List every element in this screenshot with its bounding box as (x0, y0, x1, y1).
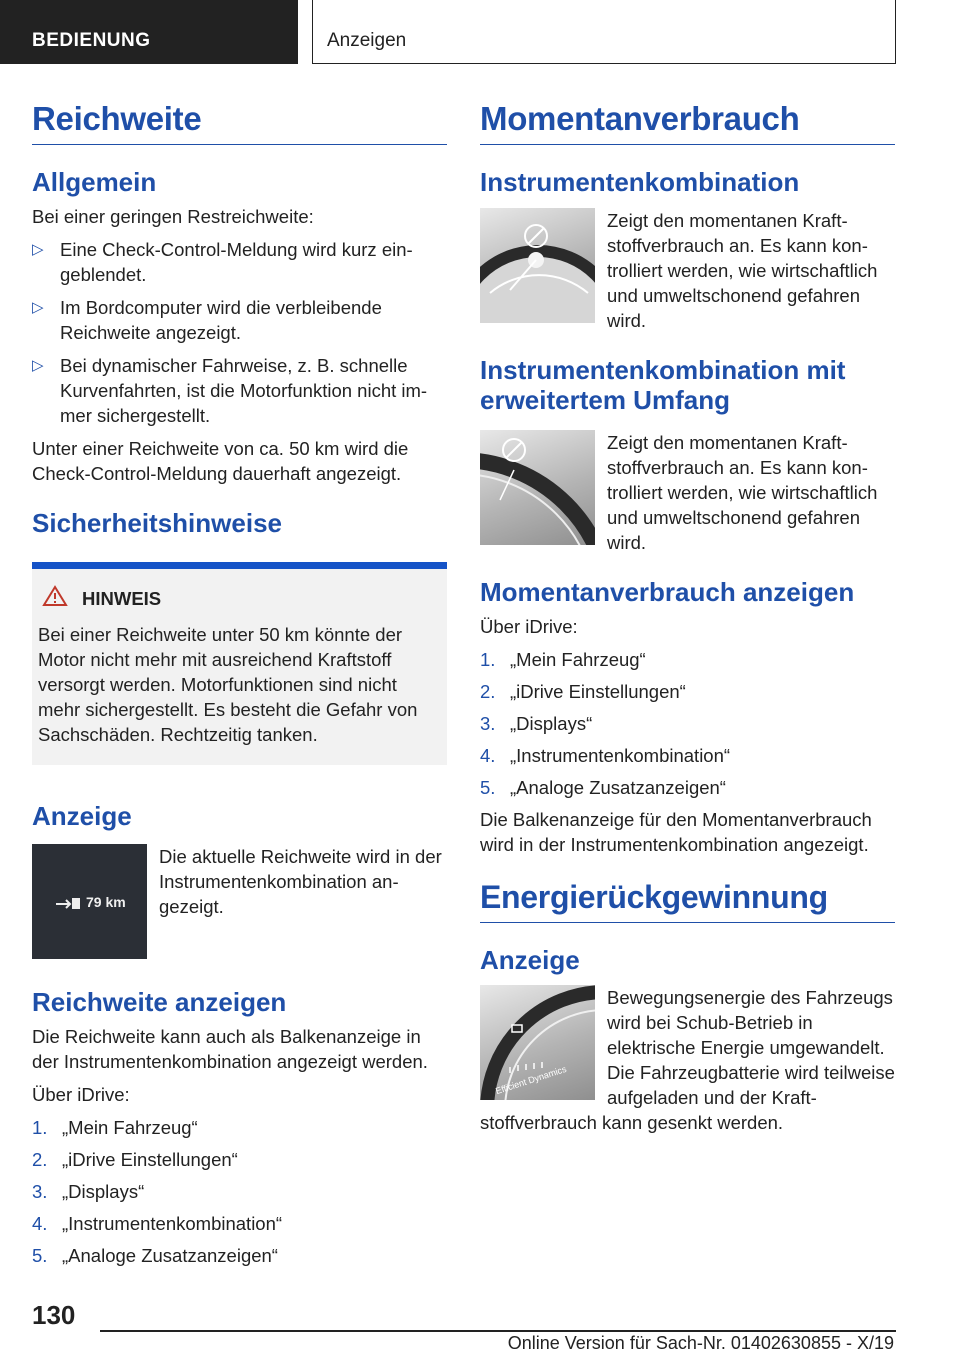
triangle-bullet-icon: ▷ (32, 356, 44, 374)
list-item: 5. „Analoge Zusatzanzeigen“ (480, 776, 726, 798)
ik-ext-text: Zeigt den momentanen Kraftstoffverbrauch an. Es kann kontrolliert werden, wie wirtschaftlich und umweltschonend gefahren wird. (607, 432, 878, 554)
momentanverbrauch-idrive-label: Über iDrive: (480, 615, 578, 637)
range-value-readout: 79 km (86, 894, 126, 911)
efficient-dynamics-label: Efficient Dynamics (494, 1064, 568, 1097)
allgemein-heading: Allgemein (32, 167, 157, 197)
list-item: 2. „iDrive Einstellungen“ (480, 680, 686, 702)
header-section-label: BEDIENUNG (32, 30, 151, 51)
list-item: 5. „Analoge Zusatzanzeigen“ (32, 1244, 278, 1266)
extended-gauge-image (480, 430, 595, 545)
triangle-bullet-icon: ▷ (32, 240, 44, 258)
anzeige-text: Die aktuelle Reichweite wird in der Instrumentenkombination angezeigt. (159, 846, 442, 918)
ik-heading: Instrumentenkombination (480, 167, 800, 197)
notice-title: HINWEIS (82, 587, 162, 609)
energierueckgewinnung-title: Energierückgewinnung (480, 879, 895, 923)
reichweite-anzeigen-text: Die Reichweite kann auch als Balkenanzeige in der Instrumentenkombination angezeigt werden. (32, 1025, 428, 1072)
anzeige-heading: Anzeige (32, 801, 132, 832)
range-display-image (32, 844, 147, 959)
energy-anzeige-heading: Anzeige (480, 944, 580, 975)
footer-divider (100, 1330, 896, 1332)
ik-ext-heading: Instrumentenkombination mit erweitertem Umfang (480, 354, 846, 416)
energy-text: Bewegungsenergie des Fahrzeugs wird bei Schub-Betrieb in elektrische Energie umgewandelt. Die Fahrzeugbatterie wird teilweise aufgeladen und der Kraftstoffverbrauch kann gesenkt werden. (480, 987, 895, 1134)
reichweite-anzeigen-heading: Reichweite anzeigen (32, 987, 287, 1018)
safety-heading: Sicherheitshinweise (32, 507, 282, 538)
momentanverbrauch-anzeigen-heading: Momentanverbrauch anzeigen (480, 577, 855, 608)
list-item: ▷ Bei dynamischer Fahrweise, z. B. schnelle Kurvenfahrten, ist die Motorfunktion nicht immer sichergestellt. (32, 354, 428, 426)
consumption-gauge-image (480, 208, 595, 323)
notice-text: Bei einer Reichweite unter 50 km könnte der Motor nicht mehr mit ausreichend Kraftstoff versorgt werden. Motorfunktionen sind nicht mehr sichergestellt. Es besteht die Gefahr von Sachschäden. Rechtzeitig tanken. (38, 624, 418, 746)
list-item: 3. „Displays“ (32, 1180, 145, 1202)
page-number: 130 (32, 1300, 76, 1330)
warning-triangle-icon (42, 585, 68, 612)
header-chapter-box (312, 0, 896, 64)
momentanverbrauch-outro: Die Balkenanzeige für den Momentanverbrauch wird in der Instrumentenkombination angezeigt. (480, 808, 872, 855)
header-section-tab (0, 0, 298, 64)
momentanverbrauch-title: Momentanverbrauch (480, 100, 895, 145)
footer-online-version: Online Version für Sach-Nr. 01402630855 - X/19 (507, 1333, 894, 1353)
list-item: ▷ Im Bordcomputer wird die verbleibende Reichweite angezeigt. (32, 296, 382, 343)
list-item: 4. „Instrumentenkombination“ (32, 1212, 283, 1234)
list-item: 4. „Instrumentenkombination“ (480, 744, 731, 766)
triangle-bullet-icon: ▷ (32, 298, 44, 316)
list-item: 2. „iDrive Einstellungen“ (32, 1148, 238, 1170)
list-item: 3. „Displays“ (480, 712, 593, 734)
efficient-dynamics-image (480, 985, 595, 1100)
reichweite-title: Reichweite (32, 100, 447, 145)
allgemein-outro: Unter einer Reichweite von ca. 50 km wird die Check-Control-Meldung dauerhaft angezeigt. (32, 437, 409, 484)
list-item: 1. „Mein Fahrzeug“ (480, 648, 646, 670)
list-item: ▷ Eine Check-Control-Meldung wird kurz eingeblendet. (32, 238, 413, 285)
momentanverbrauch-steps-list (480, 647, 895, 800)
allgemein-bullet-list (32, 237, 447, 428)
right-column (480, 100, 895, 1135)
list-item: 1. „Mein Fahrzeug“ (32, 1116, 198, 1138)
reichweite-idrive-label: Über iDrive: (32, 1083, 130, 1105)
reichweite-steps-list (32, 1115, 447, 1268)
header-chapter-label: Anzeigen (327, 30, 407, 51)
left-column (32, 100, 447, 1275)
allgemein-intro: Bei einer geringen Restreichweite: (32, 205, 314, 227)
notice-box (32, 562, 447, 765)
ik-text: Zeigt den momentanen Kraftstoffverbrauch an. Es kann kontrolliert werden, wie wirtschaftlich und umweltschonend gefahren wird. (607, 209, 878, 331)
